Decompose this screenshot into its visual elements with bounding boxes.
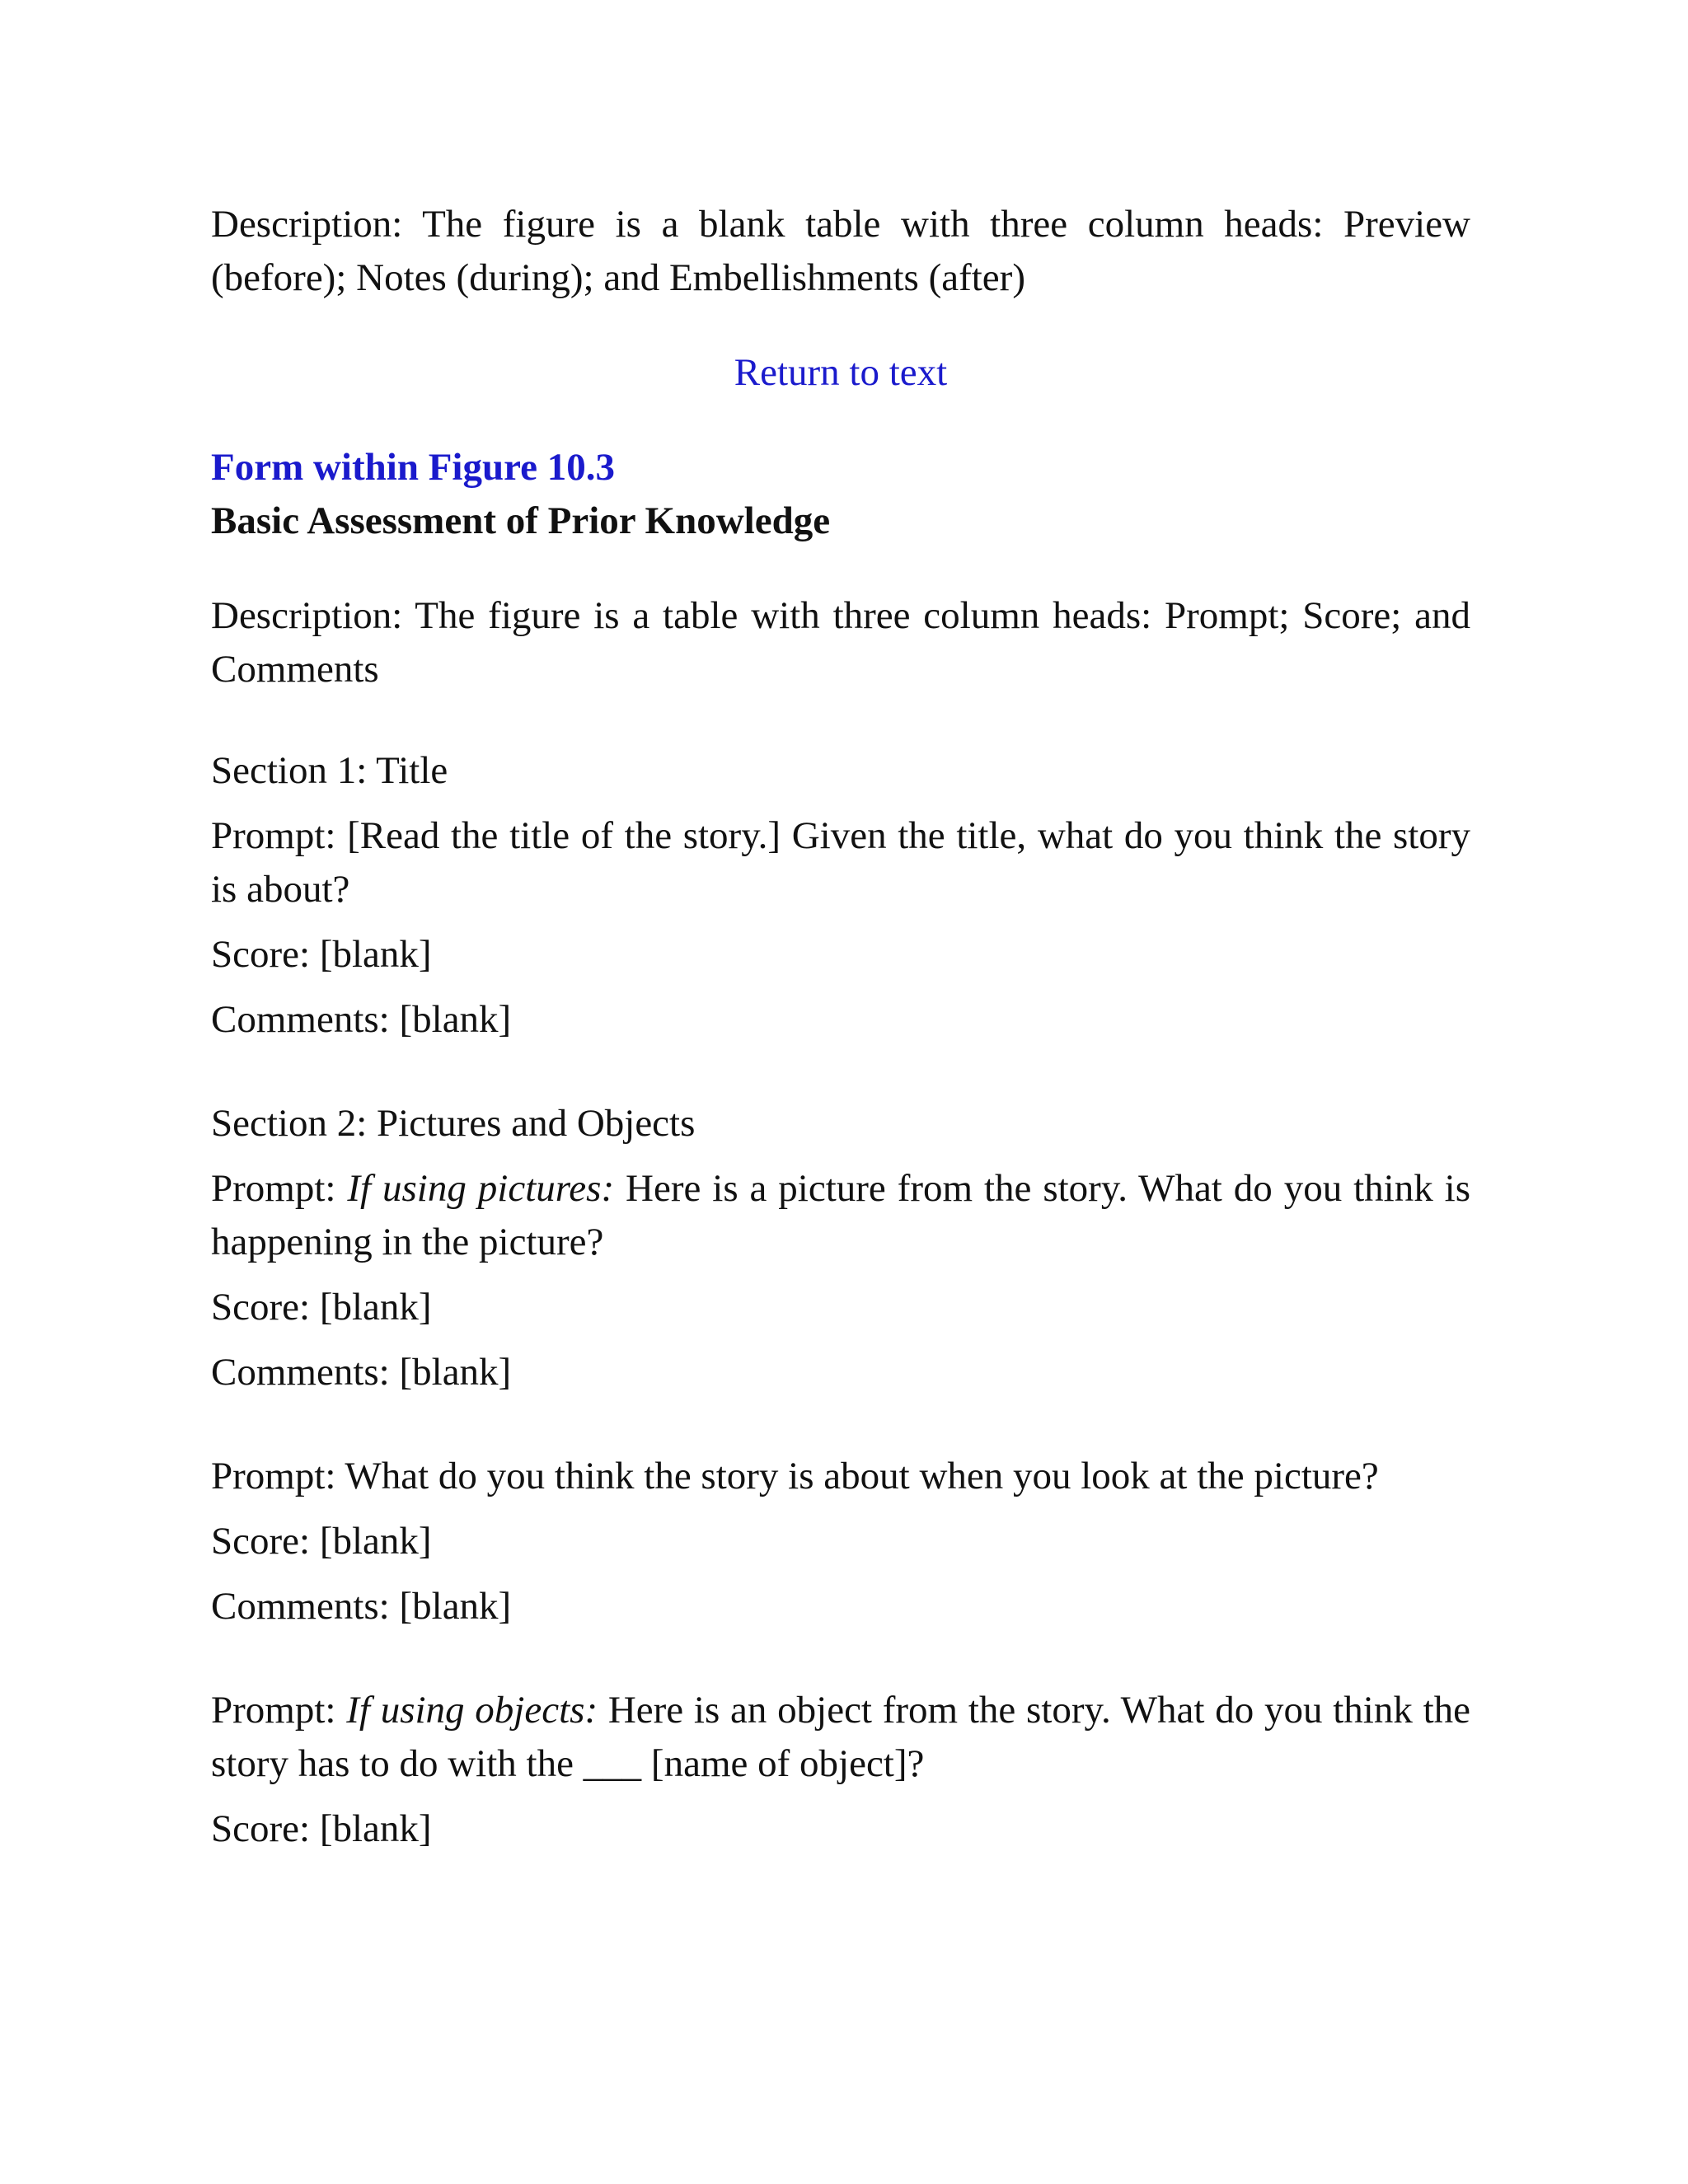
prompt3-italic: If using objects: <box>346 1689 598 1732</box>
section1-prompt: Prompt: [Read the title of the story.] Given the title, what do you think the story is about? <box>211 814 1470 911</box>
section2-prompt3 <box>211 1684 1470 1791</box>
form-description: Description: The figure is a table with three column heads: Prompt; Score; and Comments <box>211 594 1470 691</box>
prompt3-label: Prompt: <box>211 1689 347 1732</box>
section1-comments: Comments: [blank] <box>211 998 512 1041</box>
prompt1-label: Prompt: <box>211 1167 348 1210</box>
section2-comments1: Comments: [blank] <box>211 1351 512 1394</box>
section2-comments2: Comments: [blank] <box>211 1585 512 1628</box>
form-title: Form within Figure 10.3 <box>211 446 615 489</box>
section2-score1: Score: [blank] <box>211 1286 432 1329</box>
section2-score3: Score: [blank] <box>211 1807 432 1850</box>
section2-prompt1 <box>211 1162 1470 1269</box>
section2-prompt2: Prompt: What do you think the story is about when you look at the picture? <box>211 1455 1379 1497</box>
document-page <box>211 198 1470 1856</box>
return-to-text-paragraph <box>211 346 1470 400</box>
prompt1-rest: Here is a picture from the story. What do you think is happening in the picture? <box>211 1167 1470 1263</box>
prompt1-italic: If using pictures: <box>347 1167 615 1210</box>
section2-score2: Score: [blank] <box>211 1520 432 1563</box>
form-subtitle: Basic Assessment of Prior Knowledge <box>211 499 831 542</box>
return-to-text-link[interactable]: Return to text <box>734 351 948 394</box>
section2-heading: Section 2: Pictures and Objects <box>211 1102 696 1145</box>
section1-heading: Section 1: Title <box>211 749 448 792</box>
intro-description: Description: The figure is a blank table with three column heads: Preview (before); Notes (during); and Embellishments (after) <box>211 203 1470 299</box>
section1-score: Score: [blank] <box>211 933 432 976</box>
prompt3-rest: Here is an object from the story. What do you think the story has to do with the ___ [name of object]? <box>211 1689 1470 1785</box>
